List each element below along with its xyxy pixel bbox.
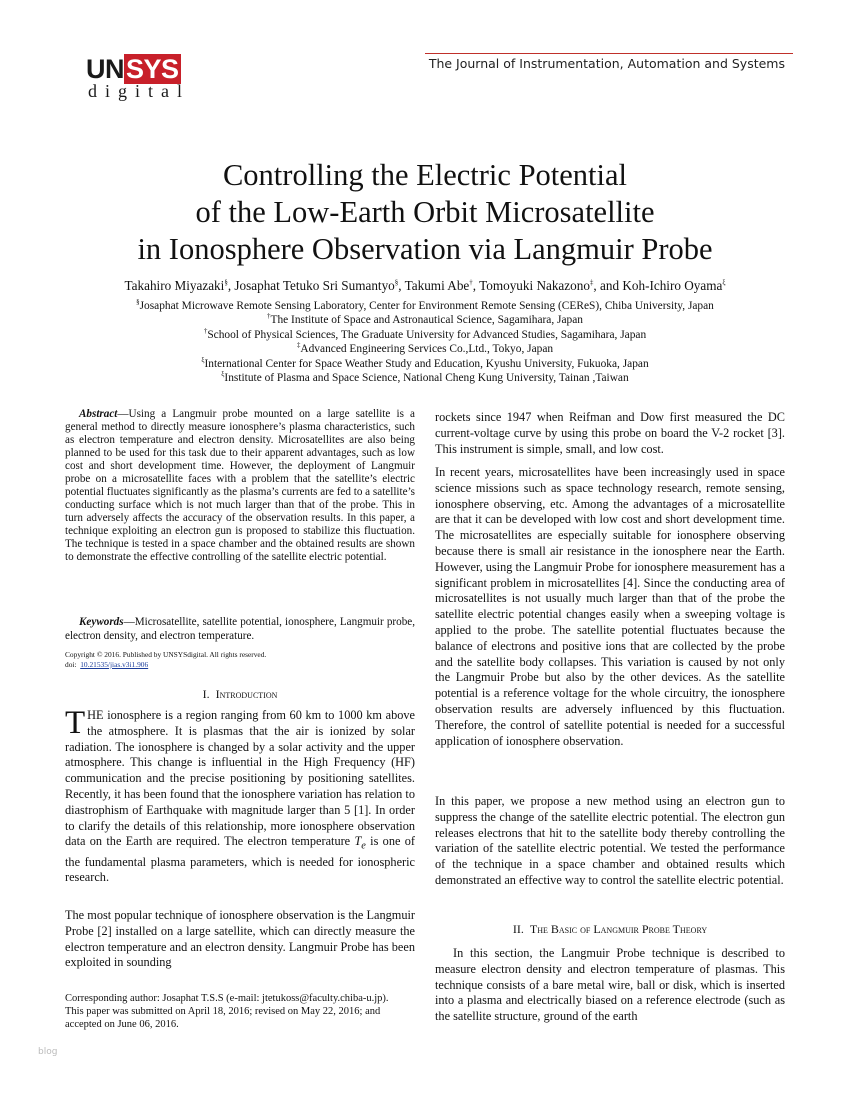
title-line: of the Low-Earth Orbit Microsatellite [195, 195, 655, 229]
affiliation-text: Josaphat Microwave Remote Sensing Laboratory, Center for Environment Remote Sensing (CEReS), Chiba University, Japan [139, 300, 714, 312]
te-subscript: e [361, 840, 366, 852]
author-name: , Tomoyuki Nakazono [472, 278, 590, 293]
intro-text: is one of the fundamental plasma parameters, which is needed for ionospheric research. [65, 834, 415, 885]
affiliation-mark: † [266, 312, 271, 321]
affiliation [60, 342, 790, 356]
keywords-text: —Microsatellite, satellite potential, ionosphere, Langmuir probe, electron density, and electron temperature. [65, 616, 415, 642]
corresponding-author-note [65, 992, 415, 1031]
watermark: blog [38, 1047, 58, 1057]
section-number: I. [202, 687, 210, 701]
affiliation-mark: ξ [201, 355, 205, 364]
affiliation [60, 299, 790, 313]
author-mark: † [469, 278, 473, 287]
author-name: , Takumi Abe [398, 278, 470, 293]
copyright-block [65, 650, 415, 669]
author-mark: ξ [722, 278, 726, 287]
affiliation-mark: § [136, 298, 140, 307]
submission-dates: This paper was submitted on April 18, 2016; revised on May 22, 2016; and accepted on June 06, 2016. [65, 1006, 381, 1030]
section-title: Introduction [215, 687, 278, 701]
section-number: II. [512, 922, 524, 936]
affiliation-text: Institute of Plasma and Space Science, National Cheng Kung University, Tainan ,Taiwan [224, 372, 629, 385]
body-paragraph: In this paper, we propose a new method using an electron gun to suppress the change of the satellite electric potential. The electron gun releases electrons that hit to the satellite body thereby controlling the variation of the satellite electric potential. We tested the performance of the technique in a space chamber and obtained results which demonstrated an effective way to control the satellite electric potential. [435, 794, 785, 887]
te-symbol: T [354, 834, 362, 849]
intro-text: ionosphere is a region ranging from 60 km to 1000 km above the atmosphere. It is plasmas that the air is ionized by solar radiation. The ionosphere is changed by a solar activity and the upper atmosphere. This change is influential in the High Frequency (HF) communication and the precise positioning by positioning satellites. Recently, it has been found that the ionosphere variation has relation to diastrophism of Earthquake with magnitude larger than 5 [1]. In order to clarify the details of this relationship, more ionosphere observation data on the Earth are required. The electron temperature [65, 708, 415, 849]
affiliation [60, 328, 790, 342]
affiliation [60, 313, 790, 327]
intro-lead: HE [87, 708, 104, 722]
section-heading-introduction [65, 687, 415, 702]
affiliations [60, 299, 790, 385]
affiliation-text: School of Physical Sciences, The Graduate University for Advanced Studies, Sagamihara, Japan [207, 328, 647, 341]
abstract [65, 408, 415, 564]
author-mark: ‡ [589, 278, 594, 287]
affiliation [60, 371, 790, 385]
affiliation [60, 357, 790, 371]
author-mark: § [224, 278, 228, 287]
affiliation-text: Advanced Engineering Services Co.,Ltd., Tokyo, Japan [300, 343, 554, 356]
abstract-label: Abstract [79, 408, 118, 420]
keywords-label: Keywords [79, 616, 124, 628]
author-name: Takahiro Miyazaki [124, 278, 225, 293]
author-mark: § [394, 278, 399, 287]
section-title: The Basic of Langmuir Probe Theory [529, 922, 708, 936]
doi-link[interactable]: 10.21535/jias.v3i1.906 [80, 659, 149, 669]
author-list [60, 278, 790, 294]
keywords [65, 616, 415, 643]
affiliation-text: International Center for Space Weather Study and Education, Kyushu University, Fukuoka, Japan [204, 357, 649, 370]
logo-subtext: digital [88, 81, 190, 101]
section-heading-langmuir [435, 922, 785, 937]
title-line: Controlling the Electric Potential [222, 158, 628, 192]
logo-text-sys: SYS [126, 54, 179, 84]
header-rule [425, 53, 793, 54]
unsys-logo [86, 55, 206, 105]
affiliation-mark: ‡ [296, 341, 301, 350]
affiliation-text: The Institute of Space and Astronautical Science, Sagamihara, Japan [270, 314, 583, 327]
logo-text-un: UN [86, 54, 124, 84]
title-line: in Ionosphere Observation via Langmuir Probe [137, 232, 713, 266]
body-paragraph: In this section, the Langmuir Probe technique is described to measure electron density and electron temperature of plasmas. This technique consists of a bare metal wire, ball or disk, which is inserted into a plasma and electrically biased on a reference electrode (such as the satellite structure, ground of the earth [435, 946, 785, 1024]
copyright-text: Copyright © 2016. Published by UNSYSdigital. All rights reserved. [65, 650, 267, 659]
affiliation-mark: † [203, 327, 208, 336]
intro-paragraph-2: The most popular technique of ionosphere observation is the Langmuir Probe [2] installed on a large satellite, which can directly measure the electron temperature and an electron density. Langmuir Probe has been exploited in sounding [65, 908, 415, 970]
intro-paragraph [65, 705, 415, 886]
author-name: , Josaphat Tetuko Sri Sumantyo [227, 278, 395, 293]
author-name: , and Koh-Ichiro Oyama [593, 278, 723, 293]
doi-label: doi: [65, 659, 77, 669]
corresponding-line: Corresponding author: Josaphat T.S.S (e-mail: jtetukoss@faculty.chiba-u.jp). [65, 993, 389, 1004]
body-paragraph: rockets since 1947 when Reifman and Dow first measured the DC current-voltage curve by using this probe on board the V-2 rocket [3]. This instrument is simple, small, and low cost. [435, 410, 785, 456]
body-paragraph: In recent years, microsatellites have been increasingly used in space science missions such as space technology research, remote sensing, ionosphere observing, etc. Among the advantages of a microsatellite are that it can be developed with low cost and short development time. The microsatellites are especially suitable for ionosphere observing because there is small air resistance in the ionosphere near the Earth. However, using the Langmuir Probe for ionosphere measurement has a significant problem in microsatellites [4]. Since the conducting area of microsatellites is not usually much larger than that of the probe the satellite electric potential changes easily when a sweeping voltage is applied to the probe. The satellite potential fluctuates because the balance of electrons and positive ions that are collected by the probe and the satellite body collapses. This variation is caused by not only the Langmuir Probe but also by the other devices. As the satellite potential is a reference voltage for the whole circuitry, the ionosphere observation results are adversely influenced by this fluctuation. Therefore, the control of satellite potential is needed for a successful application of ionosphere observation. [435, 465, 785, 748]
abstract-text: —Using a Langmuir probe mounted on a large satellite is a general method to directly measure ionosphere’s plasma characteristics, such as electron temperature and electron density. Microsatellites are also being planned to be used for this task due to their apparent advantages, such as low cost and short development time. However, the deployment of Langmuir probe on a microsatellite faces with a problem that the satellite’s electric potential fluctuates significantly as the plasma’s currents are fed to a satellite’s conducting surface which is not much larger than that of the probe. This in turn adversely affects the accuracy of the observation results. In this paper, a technique exploiting an electron gun is proposed to stabilize this fluctuation. The technique is tested in a space chamber and the obtained results are shown to demonstrate the effective controlling of the satellite electric potential. [65, 408, 415, 563]
affiliation-mark: ξ [221, 370, 225, 379]
paper-title [60, 157, 790, 268]
journal-name: The Journal of Instrumentation, Automation and Systems [428, 56, 785, 71]
drop-cap: T [65, 705, 86, 741]
